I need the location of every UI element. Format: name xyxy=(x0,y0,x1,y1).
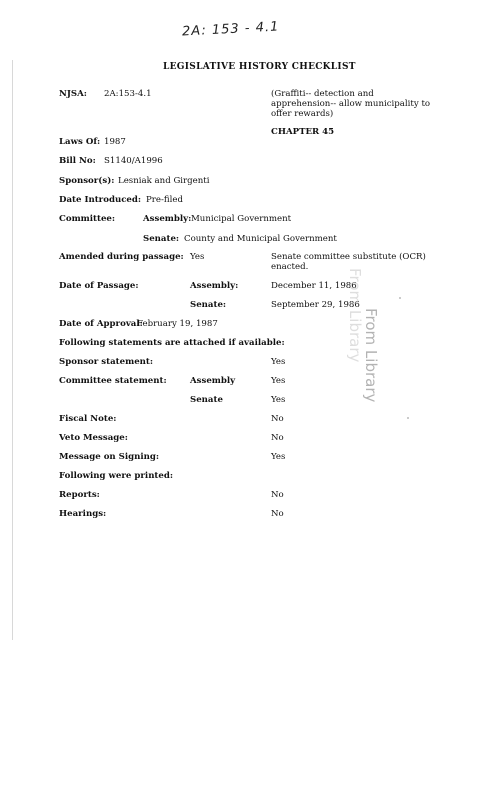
bill-no-value: S1140/A1996 xyxy=(104,156,163,166)
committee-statement-senate-label: Senate xyxy=(190,395,223,405)
approval-value: February 19, 1987 xyxy=(137,319,218,329)
committee-senate-label: Senate: xyxy=(143,234,180,244)
njsa-label: NJSA: xyxy=(59,89,87,99)
scan-edge-line xyxy=(12,60,13,640)
stamp-speck xyxy=(399,297,401,299)
hearings-value: No xyxy=(271,509,284,519)
sponsor-statement-label: Sponsor statement: xyxy=(59,357,154,367)
reports-label: Reports: xyxy=(59,490,100,500)
sponsor-statement-value: Yes xyxy=(271,357,286,367)
committee-senate-value: County and Municipal Government xyxy=(184,234,337,244)
sponsors-value: Lesniak and Girgenti xyxy=(118,176,210,186)
committee-statement-assembly-label: Assembly xyxy=(190,376,236,386)
library-stamp xyxy=(340,268,420,503)
amended-label: Amended during passage: xyxy=(59,252,184,262)
committee-statement-assembly-value: Yes xyxy=(271,376,286,386)
committee-assembly-label: Assembly: xyxy=(143,214,192,224)
laws-of-value: 1987 xyxy=(104,137,126,147)
handwritten-note: 2A: 153 - 4.1 xyxy=(181,19,280,40)
date-introduced-value: Pre-filed xyxy=(146,195,183,205)
passage-assembly-value: December 11, 1986 xyxy=(271,281,357,291)
bill-no-label: Bill No: xyxy=(59,156,96,166)
sponsors-label: Sponsor(s): xyxy=(59,176,115,186)
fiscal-note-label: Fiscal Note: xyxy=(59,414,117,424)
passage-assembly-label: Assembly: xyxy=(190,281,239,291)
page-title: LEGISLATIVE HISTORY CHECKLIST xyxy=(163,62,356,72)
committee-statement-senate-value: Yes xyxy=(271,395,286,405)
fiscal-note-value: No xyxy=(271,414,284,424)
committee-statement-label: Committee statement: xyxy=(59,376,167,386)
library-stamp-text: From Library xyxy=(362,308,380,403)
passage-senate-value: September 29, 1986 xyxy=(271,300,360,310)
passage-label: Date of Passage: xyxy=(59,281,139,291)
statements-heading: Following statements are attached if available: xyxy=(59,338,285,348)
message-on-signing-label: Message on Signing: xyxy=(59,452,160,462)
hearings-label: Hearings: xyxy=(59,509,107,519)
date-introduced-label: Date Introduced: xyxy=(59,195,142,205)
reports-value: No xyxy=(271,490,284,500)
message-on-signing-value: Yes xyxy=(271,452,286,462)
description: (Graffiti-- detection and apprehension-- allow municipality to offer rewards) xyxy=(271,89,431,119)
printed-heading: Following were printed: xyxy=(59,471,174,481)
library-stamp-faded-text: From Library xyxy=(346,268,364,363)
approval-label: Date of Approval: xyxy=(59,319,143,329)
njsa-value: 2A:153-4.1 xyxy=(104,89,152,99)
laws-of-label: Laws Of: xyxy=(59,137,101,147)
amended-note: Senate committee substitute (OCR) enacted. xyxy=(271,252,426,272)
passage-senate-label: Senate: xyxy=(190,300,227,310)
stamp-speck xyxy=(407,417,409,419)
veto-message-label: Veto Message: xyxy=(59,433,128,443)
amended-value: Yes xyxy=(190,252,205,262)
chapter: CHAPTER 45 xyxy=(271,127,335,137)
committee-label: Committee: xyxy=(59,214,116,224)
veto-message-value: No xyxy=(271,433,284,443)
committee-assembly-value: Municipal Government xyxy=(191,214,292,224)
